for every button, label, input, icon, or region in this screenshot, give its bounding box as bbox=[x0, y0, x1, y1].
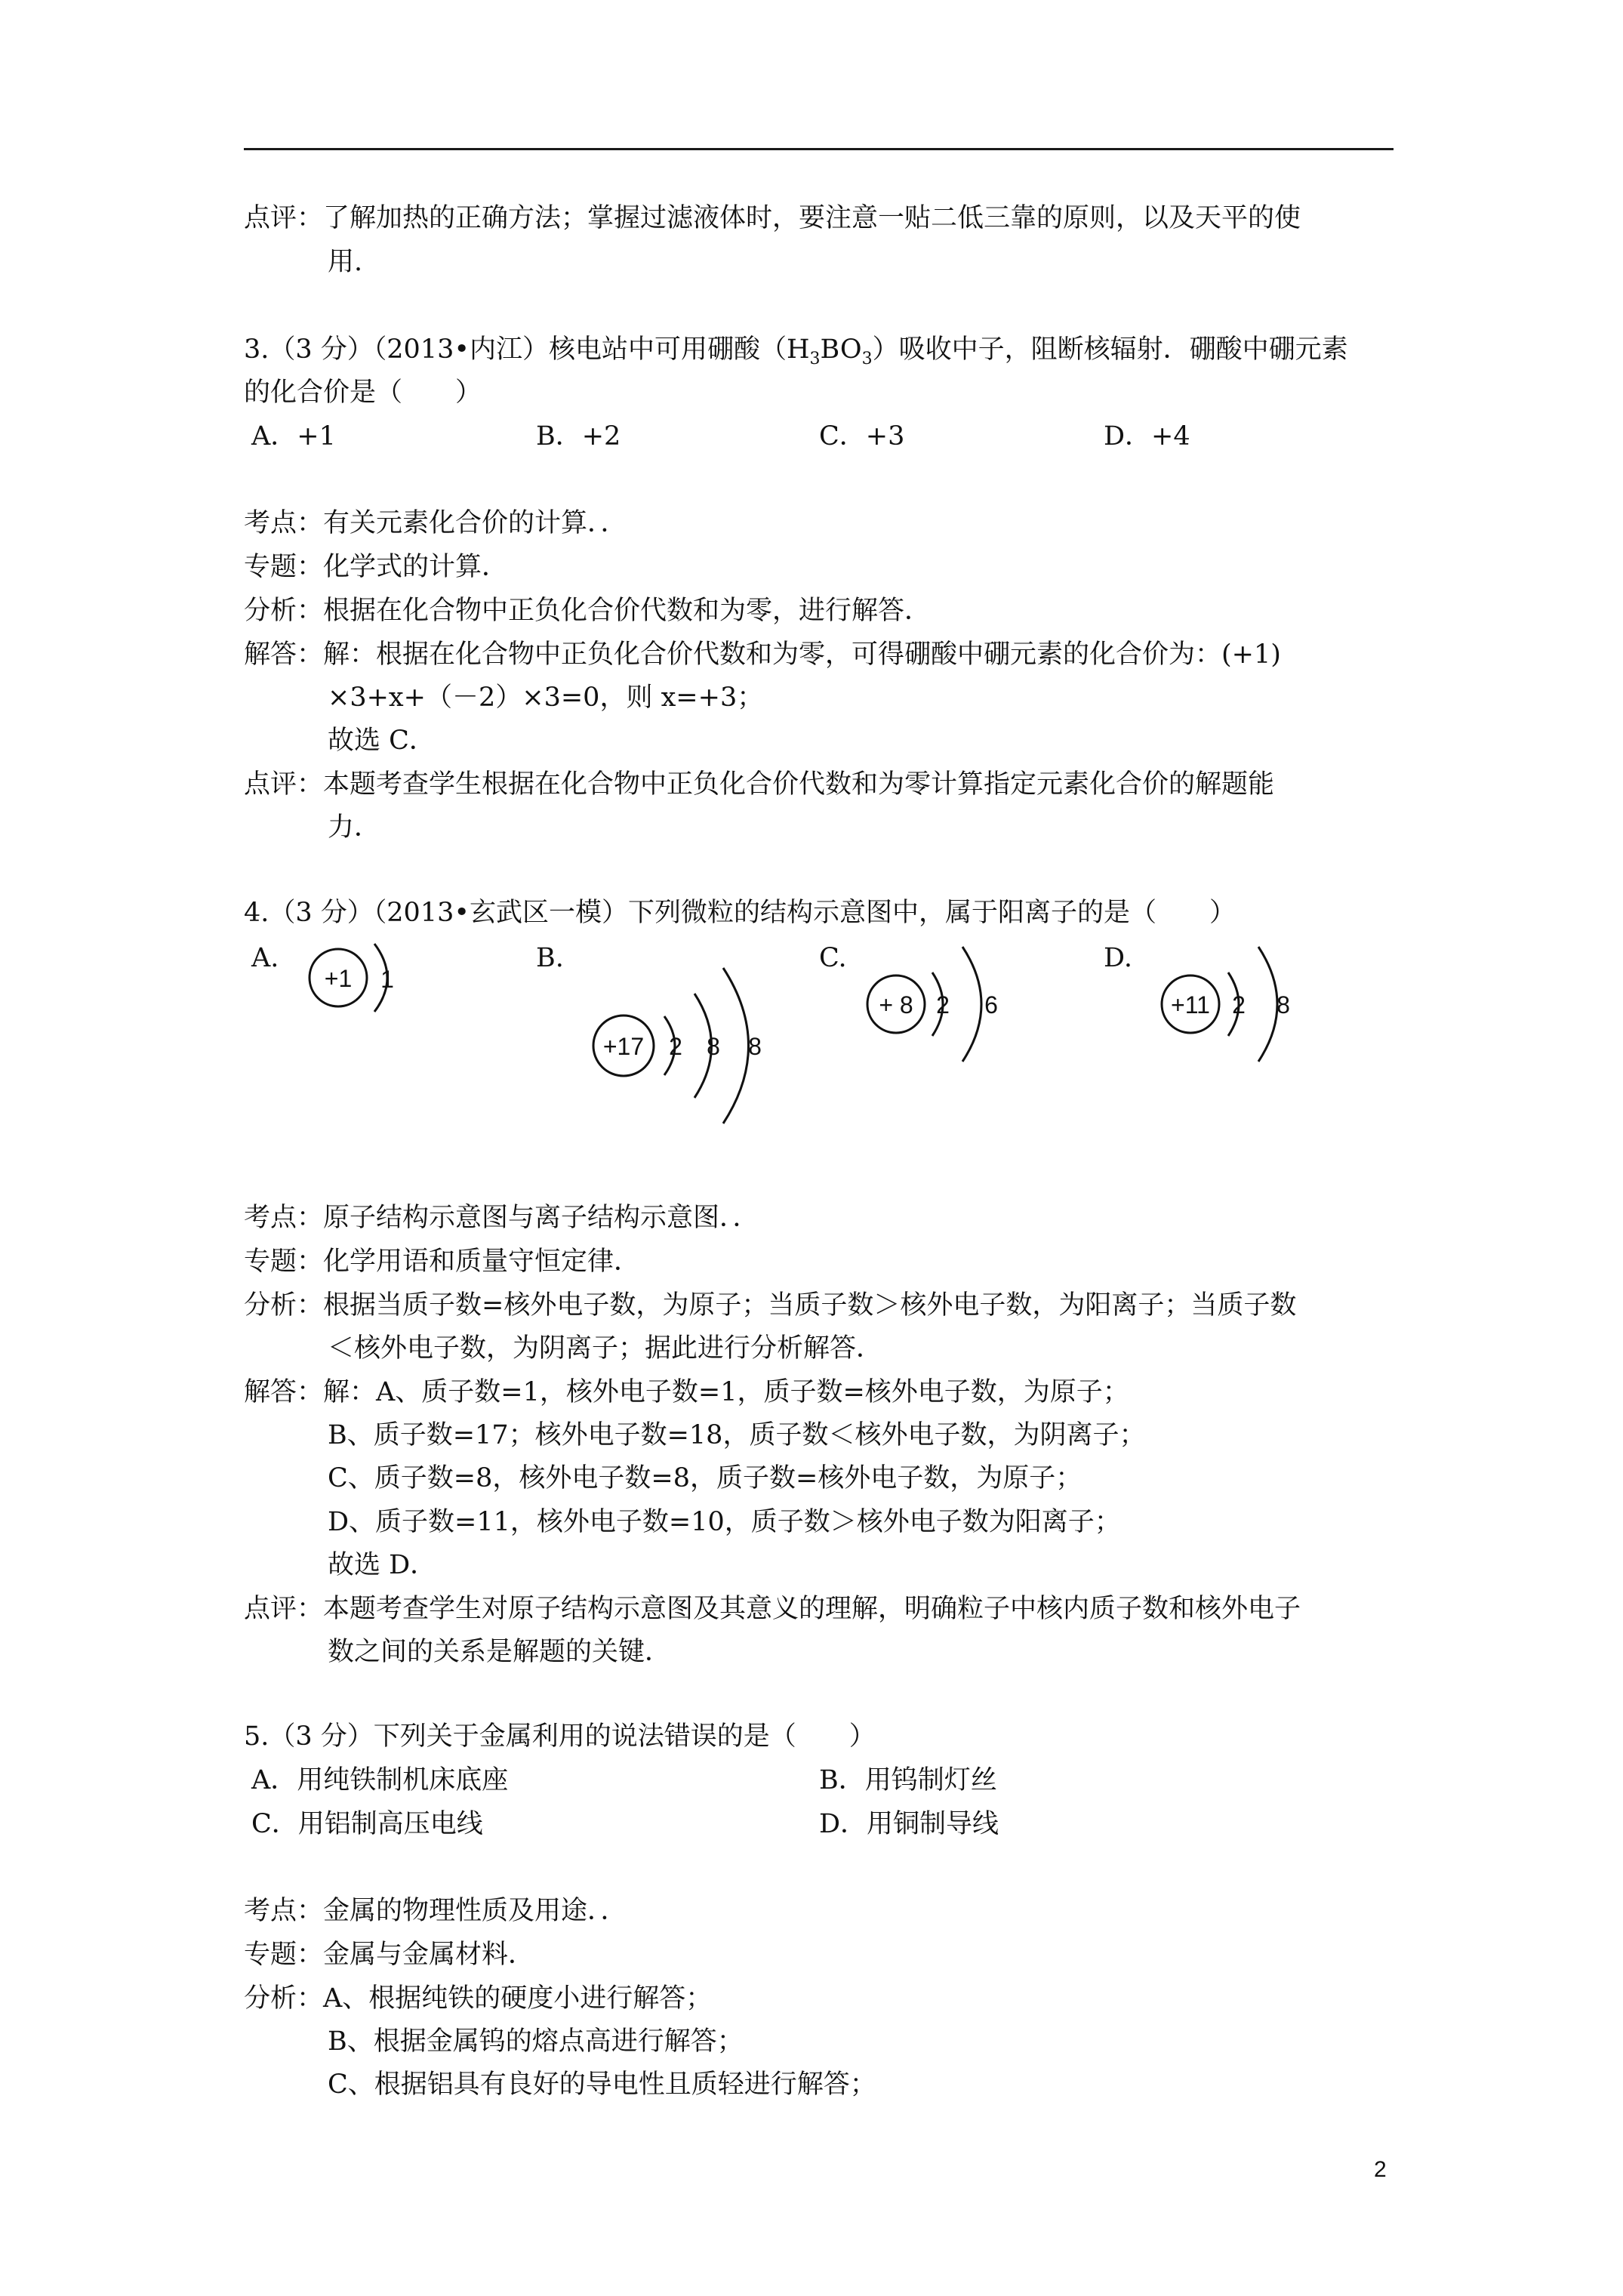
q3-jieda: 解答：解：根据在化合物中正负化合价代数和为零，可得硼酸中硼元素的化合价为：(+1) bbox=[244, 639, 1281, 670]
q4-dianping: 点评：本题考查学生对原子结构示意图及其意义的理解，明确粒子中核内质子数和核外电子 bbox=[244, 1594, 1301, 1624]
q5-fenxi: 分析：A、根据纯铁的硬度小进行解答； bbox=[244, 1983, 713, 2014]
q5-option-b: B．用钨制灯丝 bbox=[819, 1765, 997, 1795]
q4-label-d: D. bbox=[1104, 943, 1132, 973]
shell-arc bbox=[1258, 947, 1277, 1062]
q5-zhuanti: 专题：金属与金属材料． bbox=[244, 1940, 535, 1970]
nucleus-charge: +17 bbox=[602, 1033, 645, 1060]
shell-electrons: 6 bbox=[984, 991, 998, 1019]
q3-option-c: C．+3 bbox=[819, 421, 905, 451]
q5-option-c: C．用铝制高压电线 bbox=[251, 1809, 483, 1839]
q4-jieda: B、质子数=17；核外电子数=18，质子数＜核外电子数，为阴离子； bbox=[328, 1420, 1146, 1450]
q4-label-b: B. bbox=[536, 943, 564, 973]
atom-diagram-b bbox=[589, 966, 785, 1140]
q4-dianping: 数之间的关系是解题的关键． bbox=[328, 1637, 672, 1667]
q5-kaodian: 考点：金属的物理性质及用途．． bbox=[244, 1896, 627, 1926]
shell-electrons: 8 bbox=[1277, 991, 1290, 1019]
shell-electrons: 2 bbox=[1232, 991, 1246, 1019]
q5-stem: 5.（3 分）下列关于金属利用的说法错误的是（ ） bbox=[244, 1721, 876, 1752]
q5-option-d: D．用铜制导线 bbox=[819, 1809, 999, 1839]
q5-fenxi: C、根据铝具有良好的导电性且质轻进行解答； bbox=[328, 2069, 876, 2100]
q3-fenxi: 分析：根据在化合物中正负化合价代数和为零，进行解答． bbox=[244, 596, 932, 626]
q3-jieda: ×3+x+（－2）×3=0，则 x=+3； bbox=[328, 683, 764, 713]
q4-jieda: D、质子数=11，核外电子数=10，质子数＞核外电子数为阳离子； bbox=[328, 1507, 1121, 1537]
q3-option-d: D．+4 bbox=[1104, 421, 1190, 451]
header-rule bbox=[244, 148, 1394, 150]
q4-fenxi: ＜核外电子数，为阴离子；据此进行分析解答． bbox=[328, 1333, 883, 1364]
shell-electrons: 8 bbox=[748, 1033, 762, 1060]
page-number: 2 bbox=[1374, 2157, 1387, 2182]
q4-zhuanti: 专题：化学用语和质量守恒定律． bbox=[244, 1247, 641, 1277]
shell-electrons: 8 bbox=[707, 1033, 720, 1060]
atom-diagram-d bbox=[1159, 944, 1325, 1080]
nucleus-charge: +1 bbox=[324, 965, 353, 992]
review-line: 用. bbox=[328, 247, 363, 277]
q4-jieda: C、质子数=8，核外电子数=8，质子数=核外电子数，为原子； bbox=[328, 1463, 1083, 1493]
q4-fenxi: 分析：根据当质子数=核外电子数，为原子；当质子数＞核外电子数，为阳离子；当质子数 bbox=[244, 1290, 1297, 1321]
q3-option-b: B．+2 bbox=[536, 421, 621, 451]
nucleus-charge: +11 bbox=[1171, 991, 1210, 1019]
q3-zhuanti: 专题：化学式的计算． bbox=[244, 552, 509, 582]
atom-diagram-c bbox=[864, 944, 1030, 1080]
q3-kaodian: 考点：有关元素化合价的计算．． bbox=[244, 508, 627, 538]
q3-stem: 3.（3 分）（2013•内江）核电站中可用硼酸$(H_3BO_3)$吸收中子，阻断核辐射．硼酸中硼元素 bbox=[244, 334, 1348, 368]
q3-dianping: 点评：本题考查学生根据在化合物中正负化合价代数和为零计算指定元素化合价的解题能 bbox=[244, 769, 1275, 800]
shell-arc bbox=[962, 947, 981, 1062]
q5-option-a: A．用纯铁制机床底座 bbox=[251, 1765, 509, 1795]
shell-electrons: 2 bbox=[669, 1033, 682, 1060]
q4-jieda: 故选 D． bbox=[328, 1550, 437, 1580]
q4-jieda: 解答：解：A、质子数=1，核外电子数=1，质子数=核外电子数，为原子； bbox=[244, 1377, 1129, 1407]
shell-electrons: 1 bbox=[380, 966, 394, 993]
q3-stem-cont: 的化合价是（ ） bbox=[244, 378, 482, 408]
q3-option-a: A．+1 bbox=[251, 421, 336, 451]
q3-dianping: 力． bbox=[328, 812, 381, 843]
nucleus-charge: + 8 bbox=[879, 991, 913, 1019]
q5-fenxi: B、根据金属钨的熔点高进行解答； bbox=[328, 2026, 744, 2057]
shell-arc bbox=[723, 968, 749, 1123]
q4-label-c: C. bbox=[819, 943, 847, 973]
shell-electrons: 2 bbox=[936, 991, 950, 1019]
q4-stem: 4.（3 分）（2013•玄武区一模）下列微粒的结构示意图中，属于阳离子的是（ ） bbox=[244, 898, 1236, 928]
q4-kaodian: 考点：原子结构示意图与离子结构示意图．． bbox=[244, 1203, 759, 1233]
q3-jieda: 故选 C． bbox=[328, 726, 436, 756]
atom-diagram-a bbox=[302, 936, 408, 1027]
q4-label-a: A. bbox=[251, 943, 279, 973]
review-line: 点评：了解加热的正确方法；掌握过滤液体时，要注意一贴二低三靠的原则，以及天平的使 bbox=[244, 203, 1301, 233]
